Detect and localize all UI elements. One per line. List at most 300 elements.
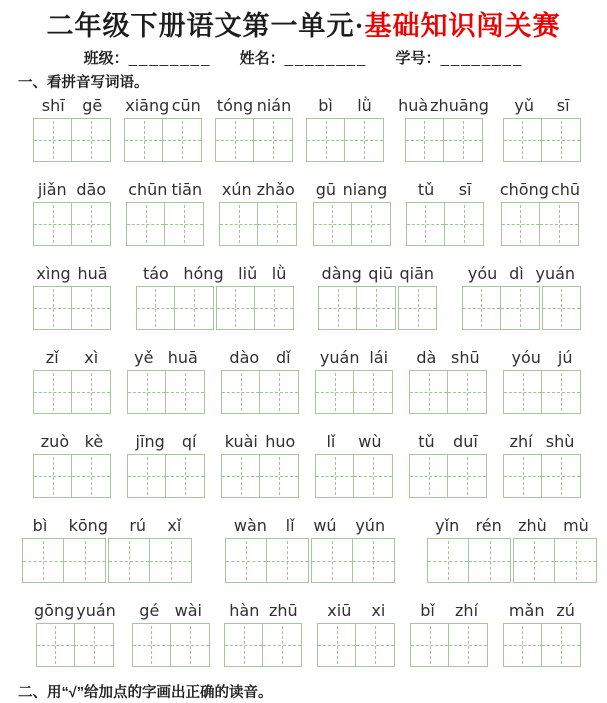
- pinyin-label: [406, 179, 484, 200]
- writing-cell: [175, 286, 214, 330]
- grid-group: [405, 118, 483, 162]
- grid-group: [108, 538, 192, 583]
- grid-group: [427, 538, 511, 583]
- name-blank: ________: [284, 50, 368, 67]
- writing-cell: [345, 118, 384, 162]
- writing-grid: [409, 454, 487, 498]
- pinyin-syllable: lái: [369, 348, 389, 367]
- writing-grid: [410, 623, 488, 667]
- pinyin-label: [503, 95, 581, 116]
- writing-grid: [124, 118, 202, 162]
- writing-cell: [64, 538, 106, 583]
- pinyin-syllable: lǐ: [326, 432, 336, 451]
- writing-cell: [258, 202, 297, 246]
- pinyin-syllable: yǐn: [435, 516, 460, 535]
- pinyin-syllable: lǜ: [357, 96, 372, 115]
- writing-grid: [318, 286, 437, 330]
- pinyin-word-entry: [315, 431, 393, 498]
- pinyin-syllable: yóu: [511, 348, 541, 367]
- writing-grid: [127, 370, 205, 414]
- writing-grid: [501, 202, 579, 246]
- writing-cell: [22, 538, 64, 583]
- grid-group: [225, 538, 309, 583]
- writing-cell: [315, 370, 354, 414]
- pinyin-word-entry: [126, 179, 204, 246]
- pinyin-label: [315, 431, 393, 452]
- writing-cell: [501, 286, 540, 330]
- pinyin-label: [462, 263, 581, 284]
- pinyin-row: [0, 263, 607, 330]
- pinyin-syllable: zhǎo: [256, 180, 295, 199]
- class-field: [84, 48, 212, 69]
- grid-group: [219, 202, 297, 246]
- pinyin-syllable: tóng: [216, 96, 254, 115]
- writing-cell: [132, 623, 171, 667]
- grid-group: [216, 286, 294, 330]
- pinyin-syllable: shī: [41, 96, 65, 115]
- pinyin-label: [317, 600, 395, 621]
- pinyin-syllable: yǔ: [514, 96, 534, 115]
- grid-group: [462, 286, 540, 330]
- writing-cell: [33, 202, 72, 246]
- student-info-line: [0, 48, 607, 69]
- pinyin-label: [127, 347, 205, 368]
- student-id-label: 学号：: [395, 50, 441, 67]
- writing-grid: [306, 118, 384, 162]
- writing-cell: [33, 454, 72, 498]
- pinyin-syllable: huo: [265, 432, 296, 451]
- grid-group: [132, 623, 210, 667]
- pinyin-word-entry: [136, 263, 294, 330]
- pinyin-word-entry: [215, 95, 293, 162]
- writing-cell: [260, 454, 299, 498]
- pinyin-syllable: cūn: [171, 96, 201, 115]
- pinyin-label: [33, 95, 111, 116]
- grid-group: [22, 538, 106, 583]
- pinyin-syllable: wàn: [233, 516, 267, 535]
- pinyin-syllable: huā: [167, 348, 198, 367]
- writing-grid: [503, 118, 581, 162]
- pinyin-syllable: chūn: [128, 180, 168, 199]
- pinyin-row: [0, 600, 607, 667]
- writing-cell: [409, 454, 448, 498]
- pinyin-syllable: duī: [453, 432, 478, 451]
- pinyin-label: [221, 347, 299, 368]
- pinyin-word-entry: [503, 431, 581, 498]
- pinyin-syllable: zhí: [509, 432, 533, 451]
- grid-group: [221, 454, 299, 498]
- grid-group: [311, 538, 395, 583]
- pinyin-syllable: jiǎn: [37, 180, 67, 199]
- pinyin-word-entry: [317, 600, 395, 667]
- grid-group: [306, 118, 384, 162]
- writing-cell: [127, 454, 166, 498]
- grid-group: [33, 370, 111, 414]
- pinyin-syllable: tǔ: [417, 180, 435, 199]
- pinyin-label: [427, 515, 597, 536]
- writing-grid: [36, 623, 114, 667]
- writing-grid: [132, 623, 210, 667]
- grid-group: [127, 454, 205, 498]
- writing-grid: [313, 202, 391, 246]
- pinyin-rows: [0, 95, 607, 667]
- pinyin-word-entry: [33, 95, 111, 162]
- writing-cell: [449, 623, 488, 667]
- pinyin-word-entry: [499, 179, 581, 246]
- writing-grid: [33, 286, 111, 330]
- writing-cell: [165, 202, 204, 246]
- writing-grid: [225, 538, 395, 583]
- pinyin-word-entry: [462, 263, 581, 330]
- writing-cell: [356, 623, 395, 667]
- pinyin-syllable: xiū: [327, 601, 352, 620]
- pinyin-syllable: shū: [451, 348, 480, 367]
- writing-cell: [444, 118, 483, 162]
- writing-cell: [542, 623, 581, 667]
- pinyin-syllable: qí: [181, 432, 197, 451]
- grid-group: [503, 623, 581, 667]
- writing-cell: [503, 118, 542, 162]
- pinyin-syllable: rú: [129, 516, 147, 535]
- pinyin-syllable: bì: [32, 516, 48, 535]
- pinyin-syllable: wài: [174, 601, 202, 620]
- pinyin-syllable: yún: [355, 516, 386, 535]
- pinyin-syllable: xǐ: [167, 516, 182, 535]
- writing-cell: [72, 370, 111, 414]
- pinyin-syllable: zú: [556, 601, 575, 620]
- pinyin-label: [318, 263, 437, 284]
- pinyin-syllable: sī: [458, 180, 472, 199]
- pinyin-label: [503, 347, 581, 368]
- pinyin-word-entry: [221, 347, 299, 414]
- grid-group: [503, 370, 581, 414]
- writing-cell: [405, 118, 444, 162]
- pinyin-label: [33, 600, 117, 621]
- grid-group: [124, 118, 202, 162]
- pinyin-syllable: zuò: [40, 432, 70, 451]
- writing-cell: [216, 286, 255, 330]
- student-id-blank: ________: [440, 50, 524, 67]
- pinyin-syllable: dào: [229, 348, 260, 367]
- pinyin-label: [225, 515, 395, 536]
- writing-cell: [318, 286, 357, 330]
- pinyin-word-entry: [397, 95, 490, 162]
- pinyin-label: [306, 95, 384, 116]
- writing-cell: [555, 538, 597, 583]
- writing-cell: [260, 370, 299, 414]
- pinyin-word-entry: [132, 600, 210, 667]
- writing-cell: [221, 370, 260, 414]
- grid-group: [503, 454, 581, 498]
- writing-grid: [503, 454, 581, 498]
- writing-cell: [406, 202, 445, 246]
- writing-cell: [33, 286, 72, 330]
- pinyin-row: [0, 515, 607, 583]
- pinyin-syllable: zǐ: [45, 348, 59, 367]
- pinyin-word-entry: [33, 347, 111, 414]
- writing-grid: [22, 538, 192, 583]
- pinyin-syllable: xìng: [36, 264, 71, 283]
- grid-group: [215, 118, 293, 162]
- pinyin-word-entry: [315, 347, 393, 414]
- writing-cell: [225, 538, 267, 583]
- pinyin-syllable: chū: [550, 180, 580, 199]
- writing-grid: [317, 623, 395, 667]
- writing-cell: [127, 370, 166, 414]
- pinyin-word-entry: [221, 431, 299, 498]
- writing-cell: [313, 202, 352, 246]
- writing-grid: [33, 370, 111, 414]
- student-id-field: [396, 48, 524, 69]
- writing-cell: [352, 202, 391, 246]
- writing-grid: [462, 286, 581, 330]
- pinyin-syllable: yuán: [319, 348, 360, 367]
- pinyin-syllable: yuán: [535, 264, 576, 283]
- pinyin-syllable: gū: [315, 180, 337, 199]
- pinyin-syllable: rén: [475, 516, 502, 535]
- page-title-black: 二年级下册语文第一单元·: [46, 11, 365, 41]
- pinyin-syllable: tǔ: [418, 432, 435, 451]
- writing-grid: [33, 118, 111, 162]
- writing-cell: [542, 370, 581, 414]
- pinyin-syllable: wú: [313, 516, 337, 535]
- writing-cell: [126, 202, 165, 246]
- pinyin-syllable: chōng: [499, 180, 549, 199]
- writing-cell: [72, 286, 111, 330]
- writing-cell: [221, 454, 260, 498]
- writing-cell: [542, 118, 581, 162]
- pinyin-label: [124, 95, 202, 116]
- writing-cell: [254, 118, 293, 162]
- pinyin-syllable: bǐ: [420, 601, 435, 620]
- pinyin-word-entry: [318, 263, 437, 330]
- writing-grid: [33, 454, 111, 498]
- writing-cell: [33, 118, 72, 162]
- writing-grid: [315, 370, 393, 414]
- writing-cell: [224, 623, 263, 667]
- pinyin-word-entry: [224, 600, 302, 667]
- pinyin-syllable: kōng: [68, 516, 108, 535]
- section1-heading: 一、看拼音写词语。: [18, 75, 149, 91]
- grid-group: [315, 454, 393, 498]
- grid-group: [317, 623, 395, 667]
- pinyin-syllable: xi: [371, 601, 386, 620]
- pinyin-label: [33, 179, 111, 200]
- pinyin-syllable: táo: [142, 264, 169, 283]
- pinyin-syllable: xì: [84, 348, 99, 367]
- pinyin-syllable: qiān: [399, 264, 435, 283]
- writing-cell: [166, 454, 205, 498]
- pinyin-label: [397, 95, 490, 116]
- grid-group: [315, 370, 393, 414]
- writing-grid: [127, 454, 205, 498]
- pinyin-word-entry: [313, 179, 391, 246]
- writing-grid: [315, 454, 393, 498]
- pinyin-label: [503, 431, 581, 452]
- grid-group: [33, 286, 111, 330]
- pinyin-syllable: huā: [77, 264, 108, 283]
- writing-cell: [462, 286, 501, 330]
- grid-group: [33, 454, 111, 498]
- pinyin-syllable: zhù: [518, 516, 547, 535]
- pinyin-syllable: jú: [557, 348, 573, 367]
- pinyin-syllable: wù: [358, 432, 382, 451]
- writing-cell: [75, 623, 114, 667]
- pinyin-syllable: gē: [82, 96, 103, 115]
- pinyin-word-entry: [33, 179, 111, 246]
- writing-cell: [72, 454, 111, 498]
- pinyin-syllable: xún: [221, 180, 252, 199]
- pinyin-word-entry: [127, 347, 205, 414]
- pinyin-label: [503, 600, 581, 621]
- pinyin-word-entry: [503, 600, 581, 667]
- pinyin-label: [315, 347, 393, 368]
- pinyin-syllable: bì: [318, 96, 333, 115]
- grid-group: [224, 623, 302, 667]
- grid-group: [501, 202, 579, 246]
- pinyin-label: [410, 600, 488, 621]
- writing-grid: [409, 370, 487, 414]
- writing-grid: [215, 118, 293, 162]
- pinyin-word-entry: [503, 347, 581, 414]
- writing-cell: [542, 454, 581, 498]
- writing-cell: [255, 286, 294, 330]
- pinyin-syllable: dì: [509, 264, 524, 283]
- pinyin-syllable: nián: [256, 96, 292, 115]
- writing-cell: [448, 370, 487, 414]
- writing-grid: [33, 202, 111, 246]
- pinyin-label: [219, 179, 297, 200]
- pinyin-syllable: qiū: [368, 264, 394, 283]
- writing-cell: [163, 118, 202, 162]
- pinyin-syllable: hóng: [183, 264, 224, 283]
- pinyin-syllable: huà: [398, 96, 429, 115]
- pinyin-label: [313, 179, 391, 200]
- grid-group: [513, 538, 597, 583]
- page-title: [0, 9, 607, 43]
- pinyin-word-entry: [127, 431, 205, 498]
- writing-cell: [36, 623, 75, 667]
- writing-cell: [315, 454, 354, 498]
- writing-cell: [501, 202, 540, 246]
- writing-cell: [124, 118, 163, 162]
- grid-group: [398, 286, 437, 330]
- grid-group: [409, 454, 487, 498]
- pinyin-word-entry: [503, 95, 581, 162]
- writing-cell: [215, 118, 254, 162]
- grid-group: [127, 370, 205, 414]
- pinyin-word-entry: [427, 515, 597, 583]
- pinyin-word-entry: [219, 179, 297, 246]
- writing-cell: [503, 623, 542, 667]
- writing-cell: [171, 623, 210, 667]
- grid-group: [221, 370, 299, 414]
- pinyin-word-entry: [410, 600, 488, 667]
- pinyin-label: [499, 179, 581, 200]
- pinyin-word-entry: [409, 347, 487, 414]
- writing-cell: [166, 370, 205, 414]
- writing-cell: [311, 538, 353, 583]
- pinyin-syllable: sī: [556, 96, 570, 115]
- grid-group: [136, 286, 214, 330]
- page-title-red: 基础知识闯关赛: [364, 11, 561, 41]
- writing-cell: [503, 454, 542, 498]
- pinyin-syllable: lǐ: [285, 516, 295, 535]
- writing-cell: [306, 118, 345, 162]
- writing-cell: [72, 118, 111, 162]
- writing-grid: [221, 454, 299, 498]
- pinyin-label: [126, 179, 204, 200]
- writing-cell: [410, 623, 449, 667]
- pinyin-syllable: zhū: [268, 601, 298, 620]
- pinyin-word-entry: [406, 179, 484, 246]
- pinyin-syllable: zhuāng: [430, 96, 489, 115]
- pinyin-label: [22, 515, 192, 536]
- pinyin-syllable: gé: [139, 601, 160, 620]
- section2-heading: 二、用“√”给加点的字画出正确的读音。: [18, 685, 273, 701]
- pinyin-row: [0, 347, 607, 414]
- pinyin-syllable: shù: [545, 432, 575, 451]
- pinyin-syllable: jīng: [135, 432, 165, 451]
- class-label: 班级：: [83, 50, 129, 67]
- grid-group: [36, 623, 114, 667]
- pinyin-row: [0, 95, 607, 162]
- pinyin-label: [221, 431, 299, 452]
- pinyin-row: [0, 431, 607, 498]
- writing-cell: [150, 538, 192, 583]
- writing-grid: [126, 202, 204, 246]
- pinyin-syllable: gōng: [34, 601, 75, 620]
- writing-cell: [445, 202, 484, 246]
- writing-cell: [357, 286, 396, 330]
- pinyin-row: [0, 179, 607, 246]
- pinyin-syllable: kuài: [224, 432, 258, 451]
- writing-cell: [354, 454, 393, 498]
- pinyin-syllable: mù: [563, 516, 589, 535]
- writing-cell: [409, 370, 448, 414]
- pinyin-label: [224, 600, 302, 621]
- writing-cell: [398, 286, 437, 330]
- writing-cell: [219, 202, 258, 246]
- writing-cell: [33, 370, 72, 414]
- pinyin-syllable: hàn: [229, 601, 260, 620]
- grid-group: [409, 370, 487, 414]
- pinyin-syllable: tiān: [171, 180, 203, 199]
- pinyin-label: [409, 431, 487, 452]
- pinyin-label: [127, 431, 205, 452]
- writing-cell: [72, 202, 111, 246]
- pinyin-syllable: dà: [416, 348, 437, 367]
- grid-group: [410, 623, 488, 667]
- writing-grid: [219, 202, 297, 246]
- pinyin-word-entry: [33, 431, 111, 498]
- pinyin-word-entry: [306, 95, 384, 162]
- grid-group: [503, 118, 581, 162]
- name-label: 姓名：: [239, 50, 285, 67]
- pinyin-syllable: zhí: [455, 601, 479, 620]
- grid-group: [542, 286, 581, 330]
- pinyin-word-entry: [33, 600, 117, 667]
- pinyin-syllable: yě: [134, 348, 154, 367]
- writing-cell: [317, 623, 356, 667]
- grid-group: [33, 202, 111, 246]
- grid-group: [33, 118, 111, 162]
- pinyin-syllable: liǔ: [238, 264, 258, 283]
- pinyin-label: [136, 263, 294, 284]
- writing-cell: [108, 538, 150, 583]
- pinyin-word-entry: [124, 95, 202, 162]
- writing-cell: [427, 538, 469, 583]
